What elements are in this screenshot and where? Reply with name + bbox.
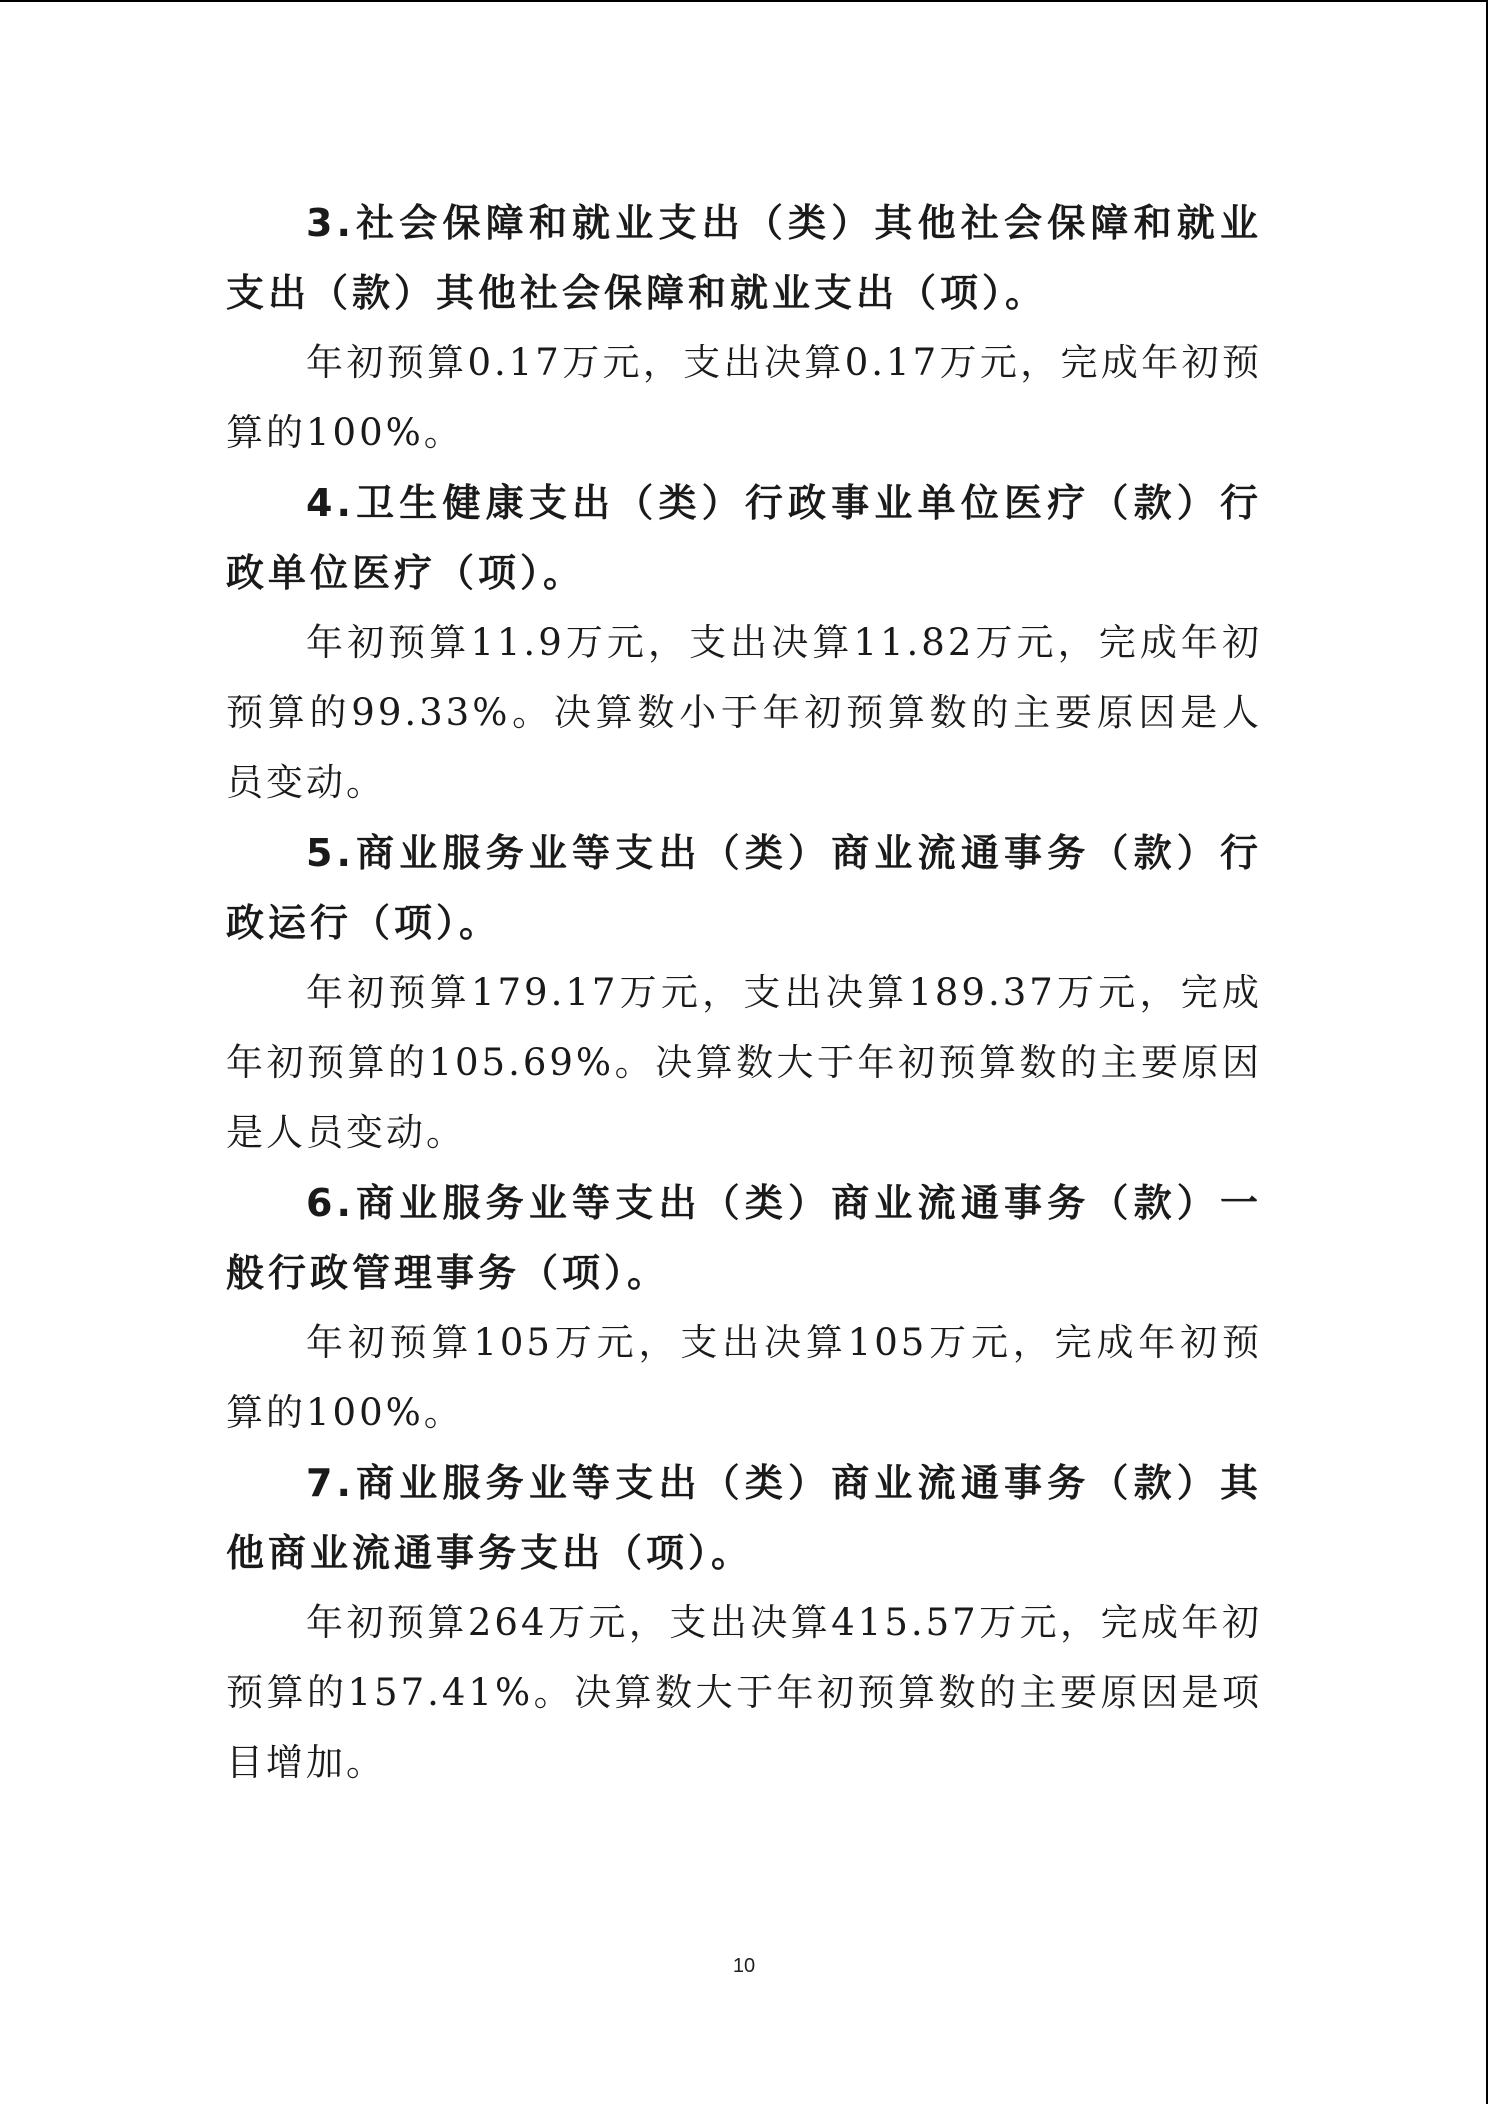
section-item-5 [226, 818, 1262, 1168]
section-heading: 6.商业服务业等支出（类）商业流通事务（款）一般行政管理事务（项）。 [226, 1181, 1262, 1295]
document-body [226, 188, 1262, 1798]
section-heading: 4.卫生健康支出（类）行政事业单位医疗（款）行政单位医疗（项）。 [226, 481, 1262, 595]
section-item-3 [226, 188, 1262, 468]
section-heading: 7.商业服务业等支出（类）商业流通事务（款）其他商业流通事务支出（项）。 [226, 1461, 1262, 1575]
page-number: 10 [732, 1955, 756, 1977]
section-paragraph: 年初预算105万元，支出决算105万元，完成年初预算的100%。 [226, 1321, 1262, 1434]
section-item-7 [226, 1448, 1262, 1798]
section-paragraph: 年初预算264万元，支出决算415.57万元，完成年初预算的157.41%。决算数大于年初预算数的主要原因是项目增加。 [226, 1601, 1262, 1784]
section-heading: 5.商业服务业等支出（类）商业流通事务（款）行政运行（项）。 [226, 831, 1262, 945]
section-item-4 [226, 468, 1262, 818]
section-heading: 3.社会保障和就业支出（类）其他社会保障和就业支出（款）其他社会保障和就业支出（项）。 [226, 201, 1262, 315]
section-paragraph: 年初预算0.17万元，支出决算0.17万元，完成年初预算的100%。 [226, 341, 1262, 454]
page-border-top [0, 0, 1488, 2]
section-paragraph: 年初预算179.17万元，支出决算189.37万元，完成年初预算的105.69%。决算数大于年初预算数的主要原因是人员变动。 [226, 971, 1262, 1154]
section-item-6 [226, 1168, 1262, 1448]
section-paragraph: 年初预算11.9万元，支出决算11.82万元，完成年初预算的99.33%。决算数小于年初预算数的主要原因是人员变动。 [226, 621, 1262, 804]
